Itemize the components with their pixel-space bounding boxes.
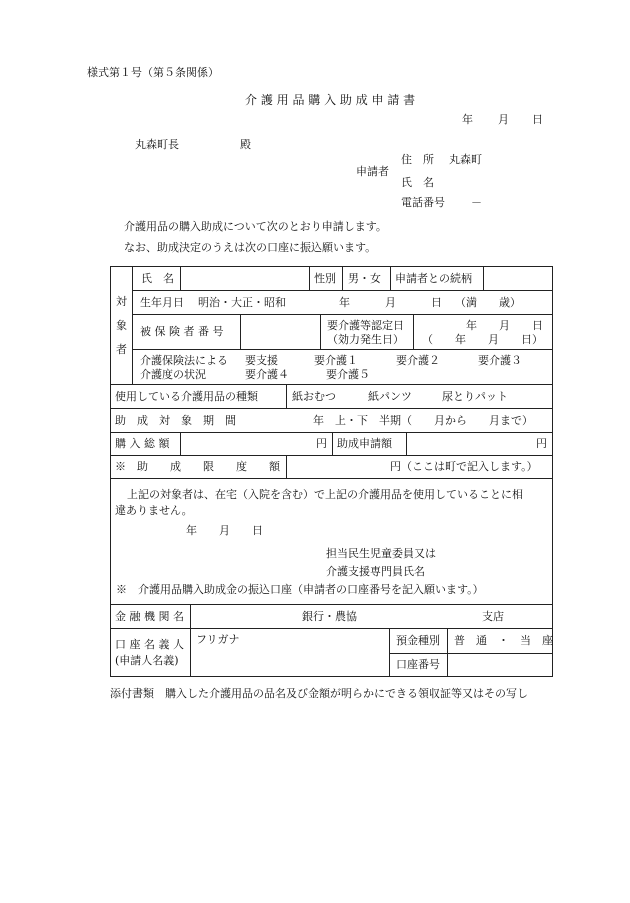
care-level-5[interactable]: 要介護５ bbox=[326, 368, 370, 381]
product-type-pad[interactable]: 尿とりパット bbox=[442, 390, 508, 403]
deposit-type-label: 預金種別 bbox=[396, 634, 440, 647]
care-level-support[interactable]: 要支援 bbox=[245, 354, 278, 367]
birth-label: 生年月日 bbox=[140, 296, 184, 309]
account-note: ※ 介護用品購入助成金の振込口座（申請者の口座番号を記入願います。） bbox=[116, 583, 484, 596]
care-level-4[interactable]: 要介護４ bbox=[245, 368, 289, 381]
phone-label: 電話番号 bbox=[401, 196, 445, 209]
date-day[interactable]: 日 bbox=[532, 113, 543, 126]
subject-side-label-3: 者 bbox=[116, 343, 127, 356]
attachment-note: 添付書類 購入した介護用品の品名及び金額が明らかにできる領収証等又はその写し bbox=[110, 687, 528, 700]
product-type-pants[interactable]: 紙パンツ bbox=[368, 390, 412, 403]
birth-year[interactable]: 年 bbox=[339, 296, 350, 309]
request-yen: 円 bbox=[536, 437, 547, 450]
relation-label: 申請者との続柄 bbox=[395, 272, 472, 285]
product-type-diaper[interactable]: 紙おむつ bbox=[292, 390, 336, 403]
certification-date[interactable]: 年 月 日 bbox=[186, 524, 263, 537]
request-amount-field[interactable] bbox=[411, 435, 529, 453]
effective-date-field[interactable]: （ 年 月 日） bbox=[422, 333, 543, 346]
date-month[interactable]: 月 bbox=[498, 113, 509, 126]
care-status-label-2: 介護度の状況 bbox=[140, 368, 206, 381]
deposit-type-options[interactable]: 普 通 ・ 当 座 bbox=[454, 634, 553, 647]
page-title: 介 護 用 品 購 入 助 成 申 請 書 bbox=[245, 93, 416, 107]
care-status-label-1: 介護保険法による bbox=[140, 354, 228, 367]
request-amount-label: 助成申請額 bbox=[337, 437, 392, 450]
period-field[interactable]: 年 上・下 半期（ 月から 月まで） bbox=[313, 414, 533, 427]
total-amount-label: 購 入 総 額 bbox=[115, 437, 170, 450]
branch-label[interactable]: 支店 bbox=[482, 610, 504, 623]
address-field[interactable]: 丸森町 bbox=[449, 153, 482, 166]
subject-side-label-1: 対 bbox=[116, 295, 127, 308]
account-number-field[interactable] bbox=[452, 656, 548, 674]
cert-date-field[interactable]: 年 月 日 bbox=[466, 319, 543, 332]
applicant-label: 申請者 bbox=[356, 165, 389, 178]
holder-label-2: (申請人名義) bbox=[115, 654, 179, 667]
era-options[interactable]: 明治・大正・昭和 bbox=[198, 296, 286, 309]
product-types-label: 使用している介護用品の種類 bbox=[115, 390, 258, 403]
birth-month[interactable]: 月 bbox=[385, 296, 396, 309]
care-level-1[interactable]: 要介護１ bbox=[314, 354, 358, 367]
certification-text-2: 違ありません。 bbox=[115, 504, 193, 517]
limit-label: ※ 助 成 限 度 額 bbox=[115, 460, 280, 473]
total-amount-field[interactable] bbox=[186, 435, 314, 453]
furigana-field[interactable]: フリガナ bbox=[196, 633, 240, 646]
total-yen: 円 bbox=[316, 437, 327, 450]
limit-field: 円（ここは町で記入します。） bbox=[390, 460, 538, 473]
signer-label-1: 担当民生児童委員又は bbox=[326, 547, 436, 560]
honorific: 殿 bbox=[240, 138, 251, 151]
intro-line-2: なお、助成決定のうえは次の口座に振込願います。 bbox=[124, 241, 377, 254]
account-number-label: 口座番号 bbox=[396, 658, 440, 671]
addressee: 丸森町長 bbox=[135, 138, 179, 151]
date-year[interactable]: 年 bbox=[462, 113, 473, 126]
subject-name-label: 氏 名 bbox=[141, 272, 174, 285]
cert-date-label-1: 要介護等認定日 bbox=[327, 319, 404, 332]
bank-type[interactable]: 銀行・農協 bbox=[302, 610, 357, 623]
intro-line-1: 介護用品の購入助成について次のとおり申請します。 bbox=[124, 220, 387, 233]
subject-name-field[interactable] bbox=[186, 269, 304, 287]
signer-label-2: 介護支援専門員氏名 bbox=[326, 565, 425, 578]
age-field[interactable]: （満 歳） bbox=[455, 296, 521, 309]
institution-label: 金 融 機 関 名 bbox=[115, 610, 184, 623]
subject-side-label-2: 象 bbox=[116, 319, 127, 332]
certification-text-1: 上記の対象者は、在宅（入院を含む）で上記の介護用品を使用していることに相 bbox=[127, 488, 523, 501]
insured-number-field[interactable] bbox=[245, 318, 315, 346]
care-level-3[interactable]: 要介護３ bbox=[478, 354, 522, 367]
holder-label-1: 口 座 名 義 人 bbox=[115, 638, 184, 651]
address-label: 住 所 bbox=[401, 153, 434, 166]
applicant-name-label: 氏 名 bbox=[401, 176, 434, 189]
phone-field[interactable]: － bbox=[471, 196, 482, 209]
gender-label: 性別 bbox=[314, 272, 336, 285]
relation-field[interactable] bbox=[488, 269, 548, 287]
period-label: 助 成 対 象 期 間 bbox=[115, 414, 236, 427]
cert-date-label-2: （効力発生日） bbox=[327, 333, 404, 346]
insured-number-label: 被 保 険 者 番 号 bbox=[140, 325, 224, 338]
care-level-2[interactable]: 要介護２ bbox=[396, 354, 440, 367]
form-number: 様式第１号（第５条関係） bbox=[87, 66, 219, 79]
gender-options[interactable]: 男・女 bbox=[348, 272, 381, 285]
birth-day[interactable]: 日 bbox=[431, 296, 442, 309]
